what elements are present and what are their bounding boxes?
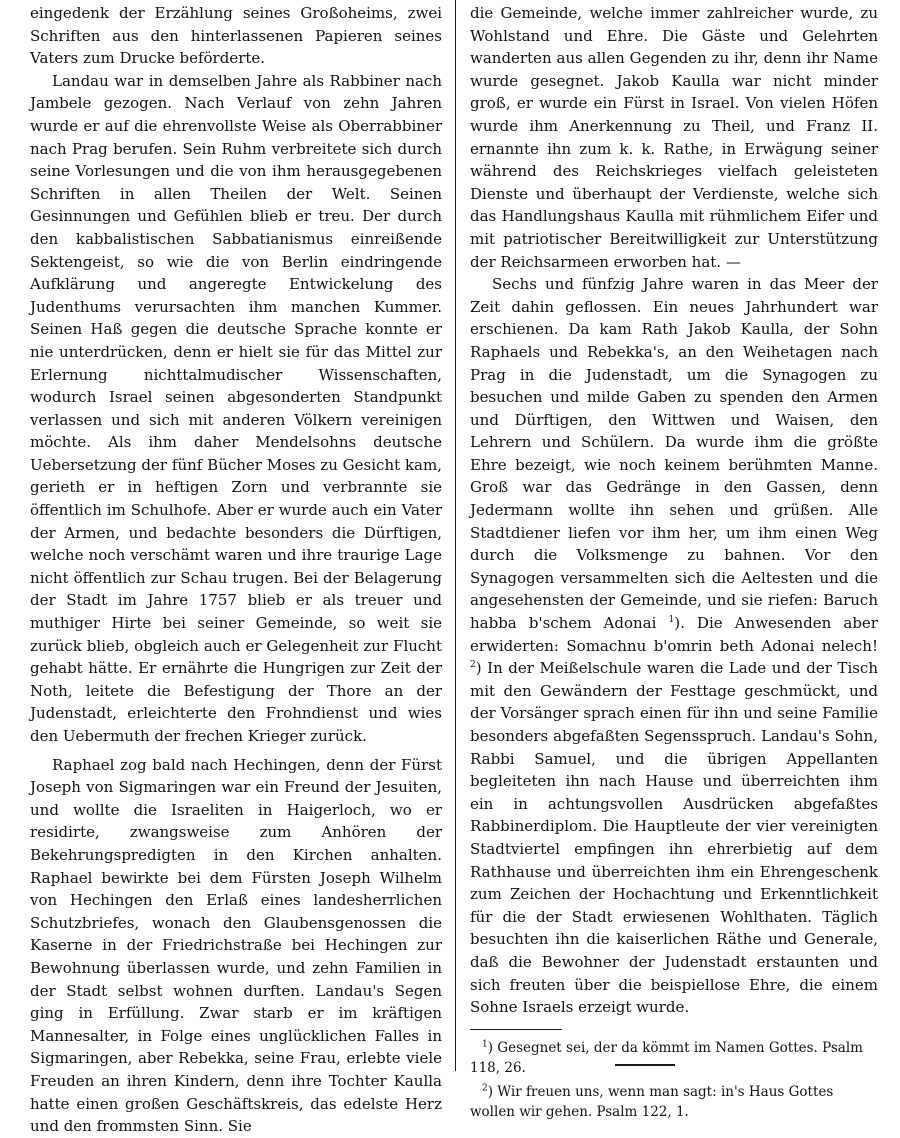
footnote: [470, 1082, 878, 1122]
right-column: [470, 2, 878, 1122]
column-divider: [455, 0, 456, 1071]
footnote-ref: 1: [668, 615, 675, 626]
footnote-ref: 2: [470, 660, 476, 671]
paragraph: Landau war in demselben Jahre als Rabbiner nach Jambele gezogen. Nach Verlauf von zehn Jahren wurde er auf die ehrenvollste Weise als Oberrabbiner nach Prag berufen. Sein Ruhm verbreitete sich durch seine Vorlesungen und die von ihm herausgegebenen Schriften in allen Theilen der Welt. Seinen Gesinnungen und Gefühlen blieb er treu. Der durch den kabbalistischen Sabbatianismus einreißende Sektengeist, so wie die von Berlin eindringende Aufklärung und angeregte Entwickelung des Judenthums verursachten ihm manchen Kummer. Seinen Haß gegen die deutsche Sprache konnte er nie unterdrücken, denn er hielt sie für das Mittel zur Erlernung nichttalmudischer Wissenschaften, wodurch Israel seinen abgesonderten Standpunkt verlassen und sich mit anderen Völkern vereinigen möchte. Als ihm daher Mendelsohns deutsche Uebersetzung der fünf Bücher Moses zu Gesicht kam, gerieth er in heftigen Zorn und verbrannte sie öffentlich im Schulhofe. Aber er wurde auch ein Vater der Armen, und bedachte besonders die Dürftigen, welche noch verschämt waren und ihre traurige Lage nicht öffentlich zur Schau trugen. Bei der Belagerung der Stadt im Jahre 1757 blieb er als treuer und muthiger Hirte bei seiner Gemeinde, so weit sie zurück blieb, obgleich auch er Gelegenheit zur Flucht gehabt hätte. Er ernährte die Hungrigen zur Zeit der Noth, leitete die Befestigung der Thore an der Judenstadt, erleichterte den Frohndienst und wies den Uebermuth der frechen Krieger zurück.: [30, 71, 442, 745]
footnote-text: ) Wir freuen uns, wenn man sagt: in's Haus Gottes wollen wir gehen. Psalm 122, 1.: [470, 1083, 834, 1120]
footnote-mark: 2: [482, 1083, 488, 1094]
paragraph: die Gemeinde, welche immer zahlreicher wurde, zu Wohlstand und Ehre. Die Gäste und Gelehrten wanderten aus allen Gegenden zu ihr, denn ihr Name wurde gesegnet. Jakob Kaulla war nicht minder groß, er wurde ein Fürst in Israel. Von vielen Höfen wurde ihm Anerkennung zu Theil, und Franz II. ernannte ihn zum k. k. Rathe, in Erwägung seiner während des Reichskrieges vielfach geleisteten Dienste und überhaupt der Verdienste, welche sich das Handlungshaus Kaulla mit rühmlichem Eifer und mit patriotischer Bereitwilligkeit zur Unterstützung der Reichsarmeen erworben hat. —: [470, 4, 878, 271]
footnote: [470, 1038, 878, 1078]
bottom-rule: [615, 1064, 675, 1066]
paragraph-text: ). Die Anwesenden aber erwiderten: Somachnu b'omrin beth Adonai nelech!: [470, 614, 878, 655]
footnote-separator: [470, 1029, 562, 1030]
paragraph-text: Sechs und fünfzig Jahre waren in das Meer der Zeit dahin geflossen. Ein neues Jahrhundert war erschienen. Da kam Rath Jakob Kaulla, der Sohn Raphaels und Rebekka's, an den Weihetagen nach Prag in die Judenstadt, um die Synagogen zu besuchen und milde Gaben zu spenden den Armen und Dürftigen, den Wittwen und Waisen, den Lehrern und Schülern. Da wurde ihm die größte Ehre bezeigt, wie noch keinem berühmten Manne. Groß war das Gedränge in den Gassen, denn Jedermann wollte ihn sehen und grüßen. Alle Stadtdiener liefen vor ihm her, um ihm einen Weg durch die Volksmenge zu bahnen. Vor den Synagogen versammelten sich die Aeltesten und die angesehensten der Gemeinde, und sie riefen: Baruch habba b'schem Adonai: [470, 275, 878, 633]
paragraph: [470, 273, 878, 1019]
paragraph-text: ) In der Meißelschule waren die Lade und der Tisch mit den Gewändern der Festtage geschmückt, und der Vorsänger sprach einen für ihn und seine Familie besonders abgefaßten Segensspruch. Landau's Sohn, Rabbi Samuel, und die übrigen Appellanten begleiteten ihn nach Hause und überreichten ihm ein in achtungsvollen Ausdrücken abgefaßtes Rabbinerdiplom. Die Hauptleute der vier vereinigten Stadtviertel empfingen ihn ehrerbietig auf dem Rathhause und überreichten ihm ein Ehrengeschenk zum Zeichen der Hochachtung und Erkenntlichkeit für die der Stadt erwiesenen Wohlthaten. Täglich besuchten ihn die kaiserlichen Räthe und Generale, daß die Bewohner der Judenstadt erstaunten und sich freuten über die beispiellose Ehre, die einem Sohne Israels erzeigt wurde.: [470, 659, 878, 1017]
footnote-text: ) Gesegnet sei, der da kömmt im Namen Gottes. Psalm 118, 26.: [470, 1039, 863, 1076]
paragraph: eingedenk der Erzählung seines Großoheims, zwei Schriften aus den hinterlassenen Papieren seines Vaters zum Drucke beförderte.: [30, 4, 442, 68]
footnote-mark: 1: [482, 1039, 488, 1050]
left-column: [30, 2, 442, 1138]
paragraph: Raphael zog bald nach Hechingen, denn der Fürst Joseph von Sigmaringen war ein Freund der Jesuiten, und wollte die Israeliten in Haigerloch, wo er residirte, zwangsweise zum Anhören der Bekehrungspredigten in den Kirchen anhalten. Raphael bewirkte bei dem Fürsten Joseph Wilhelm von Hechingen den Erlaß eines landesherrlichen Schutzbriefes, wonach den Glaubensgenossen die Kaserne in der Friedrichstraße bei Hechingen zur Bewohnung überlassen wurde, und zehn Familien in der Stadt selbst wohnen durften. Landau's Segen ging in Erfüllung. Zwar starb er im kräftigen Mannesalter, in Folge eines unglücklichen Falles in Sigmaringen, aber Rebekka, seine Frau, erlebte viele Freuden an ihren Kindern, denn ihre Tochter Kaulla hatte einen großen Geschäftskreis, das edelste Herz und den frommsten Sinn. Sie: [30, 755, 442, 1136]
